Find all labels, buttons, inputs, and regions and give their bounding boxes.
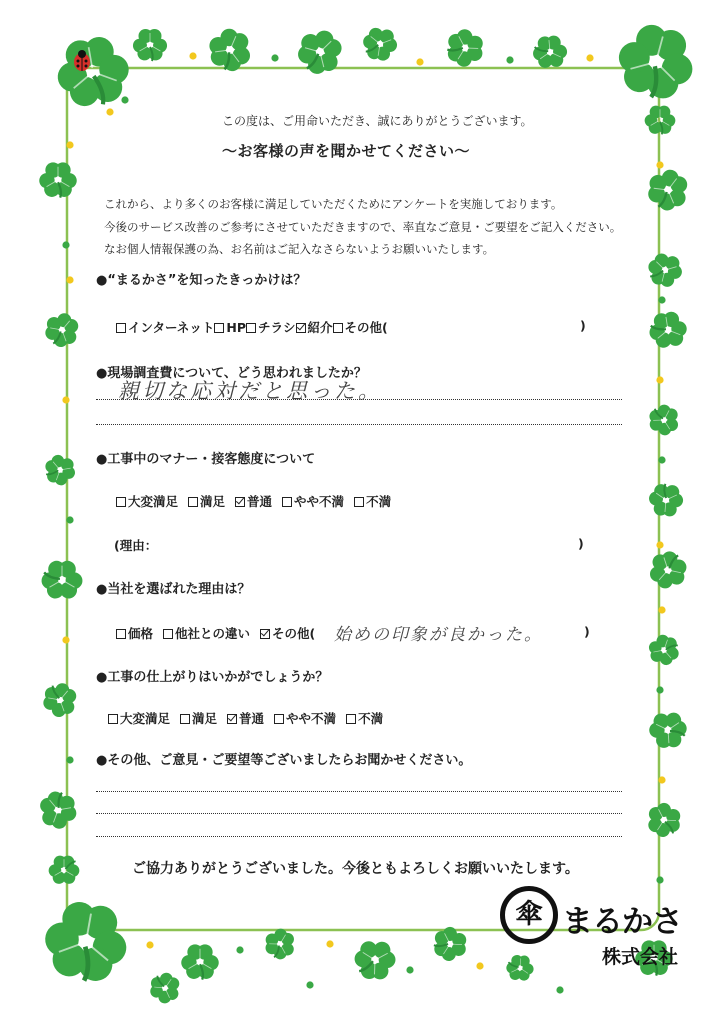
dot [66,276,73,283]
q3-option-somewhat-dissatisfied[interactable]: やや不満 [282,492,344,510]
clover-icon [35,305,87,356]
dot [121,96,128,103]
dot [658,296,665,303]
dot [62,396,69,403]
question-3-options [116,492,391,510]
checkbox[interactable] [246,323,256,333]
dot [658,776,665,783]
dot [236,946,243,953]
clover-icon [604,17,707,111]
dot [506,56,513,63]
checkbox[interactable] [274,714,284,724]
clover-icon [640,541,697,598]
checkbox[interactable] [163,629,173,639]
q1-close-paren: ) [580,318,586,333]
question-1-options [116,318,388,336]
dot [656,541,663,548]
intro-line-1: これから、より多くのお客様に満足していただくためにアンケートを実施しております。 [104,197,563,211]
clover-icon [142,966,187,1009]
clover-icon [499,947,539,988]
q3-option-dissatisfied[interactable]: 不満 [354,492,391,510]
clover-icon [639,797,689,845]
comment-line[interactable] [96,791,622,792]
question-4-answer[interactable]: 始めの印象が良かった。 [334,625,543,645]
clover-icon [43,847,87,893]
q1-option-referral[interactable]: 紹介 [296,318,333,336]
clover-icon [642,247,685,294]
company-emblem: 傘 [500,886,558,944]
question-2: ●現場調査費について、どう思われましたか？ [96,366,367,381]
dot [416,58,423,65]
checkbox-checked[interactable] [296,323,306,333]
clover-icon [636,161,698,222]
checkbox[interactable] [346,714,356,724]
checkbox-checked[interactable] [260,629,270,639]
checkbox[interactable] [282,497,292,507]
checkbox-checked[interactable] [235,497,245,507]
checkbox[interactable] [214,323,224,333]
clover-icon [643,703,695,758]
dot [189,52,196,59]
q5-option-satisfied[interactable]: 満足 [180,709,217,727]
reason-close-paren: ) [578,536,584,551]
q4-option-other[interactable]: その他( [260,624,315,642]
checkbox-checked[interactable] [227,714,237,724]
intro-line-2: 今後のサービス改善のご参考にさせていただきますので、率直なご意見・ご要望をご記入ください。 [104,220,622,234]
clover-icon [640,397,686,442]
clover-icon [285,19,352,86]
question-4: ●当社を選ばれた理由は？ [96,582,251,597]
dot [146,941,153,948]
answer-line [96,424,622,425]
question-4-options [116,624,315,642]
comment-line[interactable] [96,836,622,837]
clover-icon [345,930,403,991]
clover-icon [32,784,85,834]
dot [658,456,665,463]
dot [658,606,665,613]
company-suffix: 株式会社 [602,946,679,968]
question-3: ●工事中のマナー・接客態度について [96,452,316,467]
clover-icon [35,676,83,721]
checkbox[interactable] [116,629,126,639]
q1-option-hp[interactable]: HP [214,320,246,335]
clover-icon [445,26,484,70]
company-name: まるかさ [562,904,682,940]
clover-icon [642,303,692,357]
clover-icon [32,549,91,610]
clover-icon [645,480,687,517]
checkbox[interactable] [354,497,364,507]
q5-option-somewhat-dissatisfied[interactable]: やや不満 [274,709,336,727]
q4-option-difference[interactable]: 他社との違い [163,624,250,642]
dot [62,636,69,643]
dot [656,161,663,168]
q4-close-paren: ) [584,624,590,639]
dot [656,876,663,883]
dot [306,981,313,988]
question-1: ●“まるかさ”を知ったきっかけは？ [96,273,307,288]
comment-line[interactable] [96,813,622,814]
question-5-options [108,709,383,727]
checkbox[interactable] [116,497,126,507]
clover-icon [178,944,221,981]
checkbox[interactable] [333,323,343,333]
page-title: ～お客様の声を聞かせてください～ [222,142,471,160]
answer-line [96,399,622,400]
dot [66,141,73,148]
clover-icon [47,32,140,117]
checkbox[interactable] [116,323,126,333]
question-5: ●工事の仕上がりはいかがでしょうか？ [96,670,329,685]
clover-icon [41,450,77,490]
dot [106,108,113,115]
dot [556,986,563,993]
q5-option-very-satisfied[interactable]: 大変満足 [108,709,170,727]
clover-icon [36,162,79,199]
q5-option-neutral[interactable]: 普通 [227,709,264,727]
dot [586,54,593,61]
q1-option-other[interactable]: その他( [333,318,388,336]
checkbox[interactable] [180,714,190,724]
dot [656,686,663,693]
intro-line-3: なお個人情報保護の為、お名前はご記入なさらないようお願いいたします。 [104,242,495,256]
dot [271,54,278,61]
dot [62,241,69,248]
question-2-answer[interactable]: 親切な応対だと思った。 [118,379,382,403]
reason-label: (理由： [114,538,158,553]
clover-icon [199,22,261,80]
closing-message: ご協力ありがとうございました。今後ともよろしくお願いいたします。 [132,861,579,877]
q1-option-internet[interactable]: インターネット [116,318,214,336]
greeting-text: この度は、ご用命いただき、誠にありがとうございます。 [222,114,533,128]
clover-icon [32,896,139,993]
dot [476,962,483,969]
q3-option-neutral[interactable]: 普通 [235,492,272,510]
clover-icon [646,630,683,670]
dot [406,966,413,973]
clover-icon [356,20,402,69]
q4-option-price[interactable]: 価格 [116,624,153,642]
dot [656,376,663,383]
q3-option-satisfied[interactable]: 満足 [188,492,225,510]
checkbox[interactable] [108,714,118,724]
question-6: ●その他、ご意見・ご要望等ございましたらお聞かせください。 [96,753,472,768]
dot [326,940,333,947]
dot [66,516,73,523]
q1-option-flyer[interactable]: チラシ [246,318,296,336]
q3-option-very-satisfied[interactable]: 大変満足 [116,492,178,510]
clover-icon [130,29,169,63]
dot [66,756,73,763]
q5-option-dissatisfied[interactable]: 不満 [346,709,383,727]
checkbox[interactable] [188,497,198,507]
